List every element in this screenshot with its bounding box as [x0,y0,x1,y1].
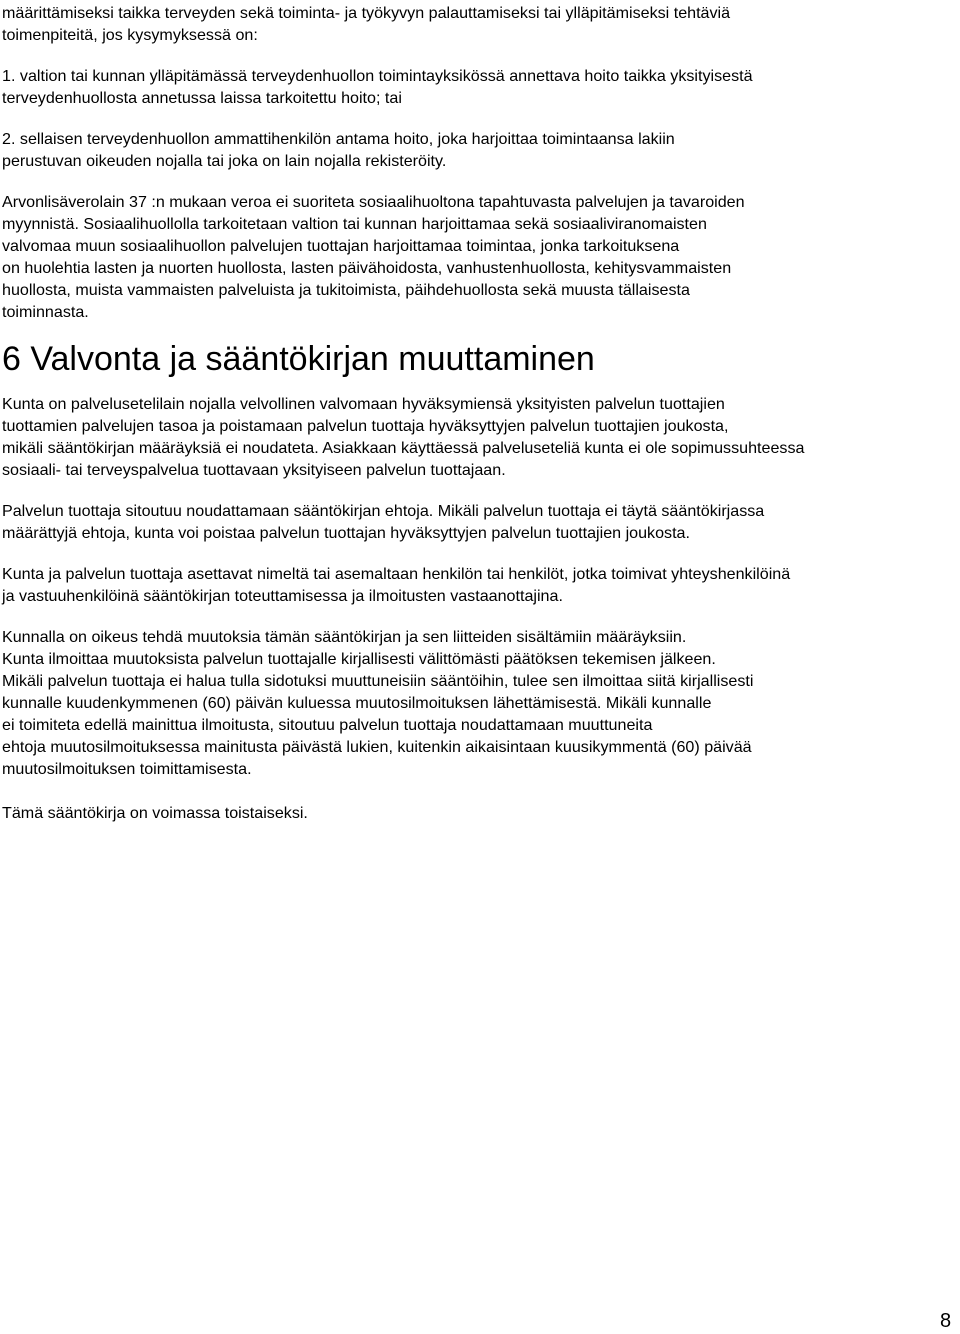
changes-paragraph [2,626,947,780]
text-line: valvomaa muun sosiaalihuollon palvelujen tuottajan harjoittamaa toimintaa, jonka tarkoituksena [2,237,680,255]
text-line: Kunta on palvelusetelilain nojalla velvollinen valvomaan hyväksymiensä yksityisten palvelun tuottajien [2,395,725,413]
text-line: mikäli sääntökirjan määräyksiä ei noudateta. Asiakkaan käyttäessä palveluseteliä kunta ei ole sopimussuhteessa [2,439,805,457]
contacts-paragraph [2,563,947,607]
section-heading: 6 Valvonta ja sääntökirjan muuttaminen [2,340,595,378]
text-line: toimenpiteitä, jos kysymyksessä on: [2,26,258,44]
text-line: myynnistä. Sosiaalihuollolla tarkoitetaan valtion tai kunnan harjoittamaa sekä sosiaaliviranomaisten [2,215,707,233]
intro-paragraph [2,2,947,46]
list-item-1 [2,65,947,109]
text-line: perustuvan oikeuden nojalla tai joka on lain nojalla rekisteröity. [2,152,447,170]
text-line: määrättyjä ehtoja, kunta voi poistaa palvelun tuottajan hyväksyttyjen palvelun tuottajien joukosta. [2,524,690,542]
text-line: terveydenhuollosta annetussa laissa tarkoitettu hoito; tai [2,89,402,107]
text-line: toiminnasta. [2,303,89,321]
text-line: Kunta ja palvelun tuottaja asettavat nimeltä tai asemaltaan henkilön tai henkilöt, jotka toimivat yhteyshenkilöinä [2,565,791,583]
text-line: on huolehtia lasten ja nuorten huollosta, lasten päivähoidosta, vanhustenhuollosta, kehitysvammaisten [2,259,732,277]
document-body [2,2,947,824]
text-line: Mikäli palvelun tuottaja ei halua tulla sidotuksi muuttuneisiin sääntöihin, tulee sen ilmoittaa siitä kirjallisesti [2,672,754,690]
page-number: 8 [940,1310,952,1332]
text-line: 1. valtion tai kunnan ylläpitämässä terveydenhuollon toimintayksikössä annettava hoito taikka yksityisestä [2,67,753,85]
text-line: määrittämiseksi taikka terveyden sekä toiminta- ja työkyvyn palauttamiseksi tai ylläpitämiseksi tehtäviä [2,4,731,22]
text-line: Kunnalla on oikeus tehdä muutoksia tämän sääntökirjan ja sen liitteiden sisältämiin määräyksiin. [2,628,687,646]
text-line: huollosta, muista vammaisten palveluista ja tukitoimista, päihdehuollosta sekä muusta tällaisesta [2,281,690,299]
text-line: Kunta ilmoittaa muutoksista palvelun tuottajalle kirjallisesti välittömästi päätöksen tekemisen jälkeen. [2,650,716,668]
text-line: ei toimiteta edellä mainittua ilmoitusta, sitoutuu palvelun tuottaja noudattamaan muuttuneita [2,716,653,734]
text-line: 2. sellaisen terveydenhuollon ammattihenkilön antama hoito, joka harjoittaa toimintaansa lakiin [2,130,675,148]
validity-paragraph [2,802,947,824]
text-line: muutosilmoituksen toimittamisesta. [2,760,252,778]
text-line: ja vastuuhenkilöinä sääntökirjan toteuttamisessa ja ilmoitusten vastaanottajina. [2,587,563,605]
list-item-2 [2,128,947,172]
text-line: Palvelun tuottaja sitoutuu noudattamaan sääntökirjan ehtoja. Mikäli palvelun tuottaja ei täytä sääntökirjassa [2,502,765,520]
supervision-paragraph [2,393,947,481]
text-line: sosiaali- tai terveyspalvelua tuottavaan yksityiseen palvelun tuottajaan. [2,461,506,479]
text-line: Arvonlisäverolain 37 :n mukaan veroa ei suoriteta sosiaalihuoltona tapahtuvasta palvelujen ja tavaroiden [2,193,745,211]
text-line: Tämä sääntökirja on voimassa toistaiseksi. [2,804,308,822]
text-line: tuottamien palvelujen tasoa ja poistamaan palvelun tuottaja hyväksyttyjen palvelun tuottajien joukosta, [2,417,729,435]
text-line: ehtoja muutosilmoituksessa mainitusta päivästä lukien, kuitenkin aikaisintaan kuusikymmentä (60) päivää [2,738,752,756]
text-line: kunnalle kuudenkymmenen (60) päivän kuluessa muutosilmoituksen lähettämisestä. Mikäli kunnalle [2,694,712,712]
commitment-paragraph [2,500,947,544]
vat-paragraph [2,191,947,323]
